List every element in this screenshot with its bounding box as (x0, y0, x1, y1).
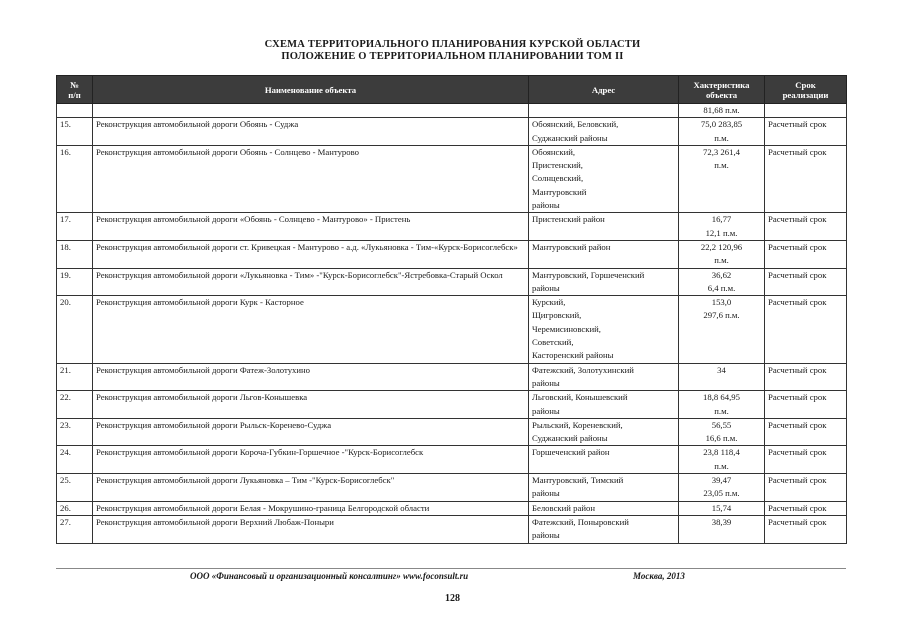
cell-address (529, 145, 679, 212)
table-row (57, 296, 847, 363)
cell-name: Реконструкция автомобильной дороги Верхний Любаж-Поныри (93, 515, 529, 543)
address-line: Касторенский районы (532, 350, 614, 361)
address-line: районы (532, 282, 560, 293)
cell-address (529, 296, 679, 363)
characteristic-line: 23,05 п.м. (703, 488, 740, 499)
cell-number: 19. (57, 268, 93, 296)
cell-term: Расчетный срок (765, 515, 847, 543)
footer-city-year: Москва, 2013 (633, 571, 685, 581)
cell-number: 22. (57, 391, 93, 419)
cell-number: 15. (57, 118, 93, 146)
cell-characteristic (679, 515, 765, 543)
address-line: Мантуровский (532, 186, 587, 197)
address-line: Беловский район (532, 502, 595, 513)
cell-characteristic (679, 391, 765, 419)
column-header-number-line2: п/п (68, 89, 81, 100)
address-line: районы (532, 488, 560, 499)
footer-company: ООО «Финансовый и организационный консалтинг» www.foconsult.ru (190, 571, 469, 581)
cell-term: Расчетный срок (765, 501, 847, 515)
address-line: Пристенский, (532, 160, 583, 171)
table-row (57, 391, 847, 419)
document-subtitle: ПОЛОЖЕНИЕ О ТЕРРИТОРИАЛЬНОМ ПЛАНИРОВАНИИ ТОМ II (281, 50, 624, 62)
characteristic-line: 297,6 п.м. (703, 310, 740, 321)
cell-characteristic (679, 118, 765, 146)
address-line: Фатежский, Золотухинский (532, 364, 634, 375)
cell-name: Реконструкция автомобильной дороги Фатеж-Золотухино (93, 363, 529, 391)
cell-term (765, 104, 847, 118)
characteristic-line: 16,77 (711, 214, 732, 225)
cell-address (529, 268, 679, 296)
column-header-characteristic-line2: объекта (705, 89, 738, 100)
address-line: Щигровский, (532, 310, 582, 321)
cell-term: Расчетный срок (765, 391, 847, 419)
characteristic-line: 39,47 (711, 475, 732, 486)
address-line: Мантуровский, Горшеченский (532, 269, 645, 280)
document-header (0, 39, 905, 62)
cell-number: 24. (57, 446, 93, 474)
characteristic-line: 6,4 п.м. (707, 282, 736, 293)
table-row (57, 145, 847, 212)
address-line: Рыльский, Кореневский, (532, 419, 623, 430)
column-header-number-line1: № (70, 79, 79, 90)
table-row-continued (57, 104, 847, 118)
cell-characteristic (679, 446, 765, 474)
table-row (57, 268, 847, 296)
table-body (57, 104, 847, 544)
column-header-address: Адрес (529, 76, 679, 104)
cell-name: Реконструкция автомобильной дороги Льгов-Конышевка (93, 391, 529, 419)
cell-address (529, 446, 679, 474)
address-line: Обоянский, (532, 146, 576, 157)
address-line: районы (532, 377, 560, 388)
footer-divider (56, 568, 846, 569)
cell-address (529, 213, 679, 241)
document-title: СХЕМА ТЕРРИТОРИАЛЬНОГО ПЛАНИРОВАНИЯ КУРСКОЙ ОБЛАСТИ (264, 39, 641, 50)
cell-name: Реконструкция автомобильной дороги Белая - Мокрушино-граница Белгородской области (93, 501, 529, 515)
characteristic-line: 34 (717, 364, 726, 375)
characteristic-line: п.м. (714, 132, 729, 143)
cell-name: Реконструкция автомобильной дороги Обоянь - Суджа (93, 118, 529, 146)
table-row (57, 418, 847, 446)
table-row (57, 446, 847, 474)
column-header-term-line1: Срок (795, 79, 816, 90)
address-line: Суджанский районы (532, 433, 608, 444)
characteristic-line: 23,8 118,4 (703, 447, 740, 458)
characteristic-line: п.м. (714, 460, 729, 471)
address-line: Льговский, Конышевский (532, 392, 628, 403)
address-line: Пристенский район (532, 214, 605, 225)
characteristic-line: 15,74 (711, 502, 732, 513)
cell-number: 27. (57, 515, 93, 543)
table-row (57, 474, 847, 502)
table-row (57, 240, 847, 268)
cell-number (57, 104, 93, 118)
cell-characteristic (679, 296, 765, 363)
column-header-term-line2: реализации (782, 89, 829, 100)
objects-table (56, 75, 847, 544)
characteristic-line: 38,39 (711, 516, 732, 527)
cell-name: Реконструкция автомобильной дороги ст. Кривецкая - Мантурово - а.д. «Лукьяновка - Тим-«Курск-Борисоглебск» (93, 240, 529, 268)
cell-characteristic (679, 145, 765, 212)
cell-number: 23. (57, 418, 93, 446)
cell-number: 25. (57, 474, 93, 502)
cell-characteristic (679, 418, 765, 446)
column-header-term (765, 76, 847, 104)
cell-term: Расчетный срок (765, 296, 847, 363)
cell-characteristic (679, 240, 765, 268)
column-header-number (57, 76, 93, 104)
table-row (57, 515, 847, 543)
cell-address (529, 418, 679, 446)
table-row (57, 363, 847, 391)
address-line: Мантуровский, Тимский (532, 475, 624, 486)
cell-term: Расчетный срок (765, 145, 847, 212)
characteristic-line: 72,3 261,4 (703, 146, 740, 157)
cell-term: Расчетный срок (765, 363, 847, 391)
cell-number: 17. (57, 213, 93, 241)
cell-address (529, 501, 679, 515)
characteristic-line: 153,0 (711, 297, 732, 308)
address-line: районы (532, 530, 560, 541)
column-header-characteristic-line1: Хактеристика (693, 79, 750, 90)
column-header-characteristic (679, 76, 765, 104)
cell-name: Реконструкция автомобильной дороги Обоянь - Солнцево - Мантурово (93, 145, 529, 212)
cell-term: Расчетный срок (765, 213, 847, 241)
cell-name: Реконструкция автомобильной дороги Короча-Губкин-Горшечное -"Курск-Борисоглебск (93, 446, 529, 474)
characteristic-line: п.м. (714, 160, 729, 171)
page-number: 128 (445, 593, 460, 604)
table-row (57, 118, 847, 146)
characteristic-line: 16,6 п.м. (705, 433, 738, 444)
cell-address (529, 104, 679, 118)
address-line: районы (532, 405, 560, 416)
cell-characteristic (679, 474, 765, 502)
cell-address (529, 363, 679, 391)
characteristic-line: 22,2 120,96 (700, 241, 743, 252)
characteristic-line: п.м. (714, 255, 729, 266)
cell-characteristic (679, 213, 765, 241)
cell-name: Реконструкция автомобильной дороги «Обоянь - Солнцево - Мантурово» - Пристень (93, 213, 529, 241)
cell-name: Реконструкция автомобильной дороги Курк - Касторное (93, 296, 529, 363)
characteristic-line: 12,1 п.м. (705, 227, 738, 238)
cell-number: 20. (57, 296, 93, 363)
cell-term: Расчетный срок (765, 418, 847, 446)
cell-characteristic: 81,68 п.м. (679, 104, 765, 118)
cell-term: Расчетный срок (765, 240, 847, 268)
cell-number: 18. (57, 240, 93, 268)
table-row (57, 501, 847, 515)
cell-number: 21. (57, 363, 93, 391)
address-line: Черемисиновский, (532, 323, 601, 334)
cell-name (93, 104, 529, 118)
column-header-name: Наименование объекта (93, 76, 529, 104)
cell-characteristic (679, 268, 765, 296)
table-row (57, 213, 847, 241)
characteristic-line: 56,55 (711, 419, 732, 430)
characteristic-line: 18,8 64,95 (703, 392, 740, 403)
cell-term: Расчетный срок (765, 474, 847, 502)
address-line: Суджанский районы (532, 132, 608, 143)
address-line: Горшеченский район (532, 447, 610, 458)
cell-address (529, 391, 679, 419)
cell-address (529, 515, 679, 543)
cell-address (529, 118, 679, 146)
cell-characteristic (679, 501, 765, 515)
cell-address (529, 474, 679, 502)
characteristic-line: п.м. (714, 405, 729, 416)
table-header (57, 76, 847, 104)
address-line: Фатежский, Поныровский (532, 516, 629, 527)
characteristic-line: 36,62 (711, 269, 732, 280)
cell-number: 16. (57, 145, 93, 212)
cell-address (529, 240, 679, 268)
cell-term: Расчетный срок (765, 446, 847, 474)
address-line: Обоянский, Беловский, (532, 119, 619, 130)
cell-name: Реконструкция автомобильной дороги Лукьяновка – Тим -"Курск-Борисоглебск" (93, 474, 529, 502)
cell-term: Расчетный срок (765, 118, 847, 146)
address-line: Мантуровский район (532, 241, 611, 252)
cell-number: 26. (57, 501, 93, 515)
cell-name: Реконструкция автомобильной дороги Рыльск-Коренево-Суджа (93, 418, 529, 446)
cell-term: Расчетный срок (765, 268, 847, 296)
address-line: Курский, (532, 297, 566, 308)
address-line: Солнцевский, (532, 173, 584, 184)
address-line: Советский, (532, 337, 574, 348)
characteristic-line: 75,0 283,85 (700, 119, 743, 130)
cell-name: Реконструкция автомобильной дороги «Лукьяновка - Тим» -"Курск-Борисоглебск"-Ястребовка-Старый Оскол (93, 268, 529, 296)
address-line: районы (532, 200, 560, 211)
cell-characteristic (679, 363, 765, 391)
